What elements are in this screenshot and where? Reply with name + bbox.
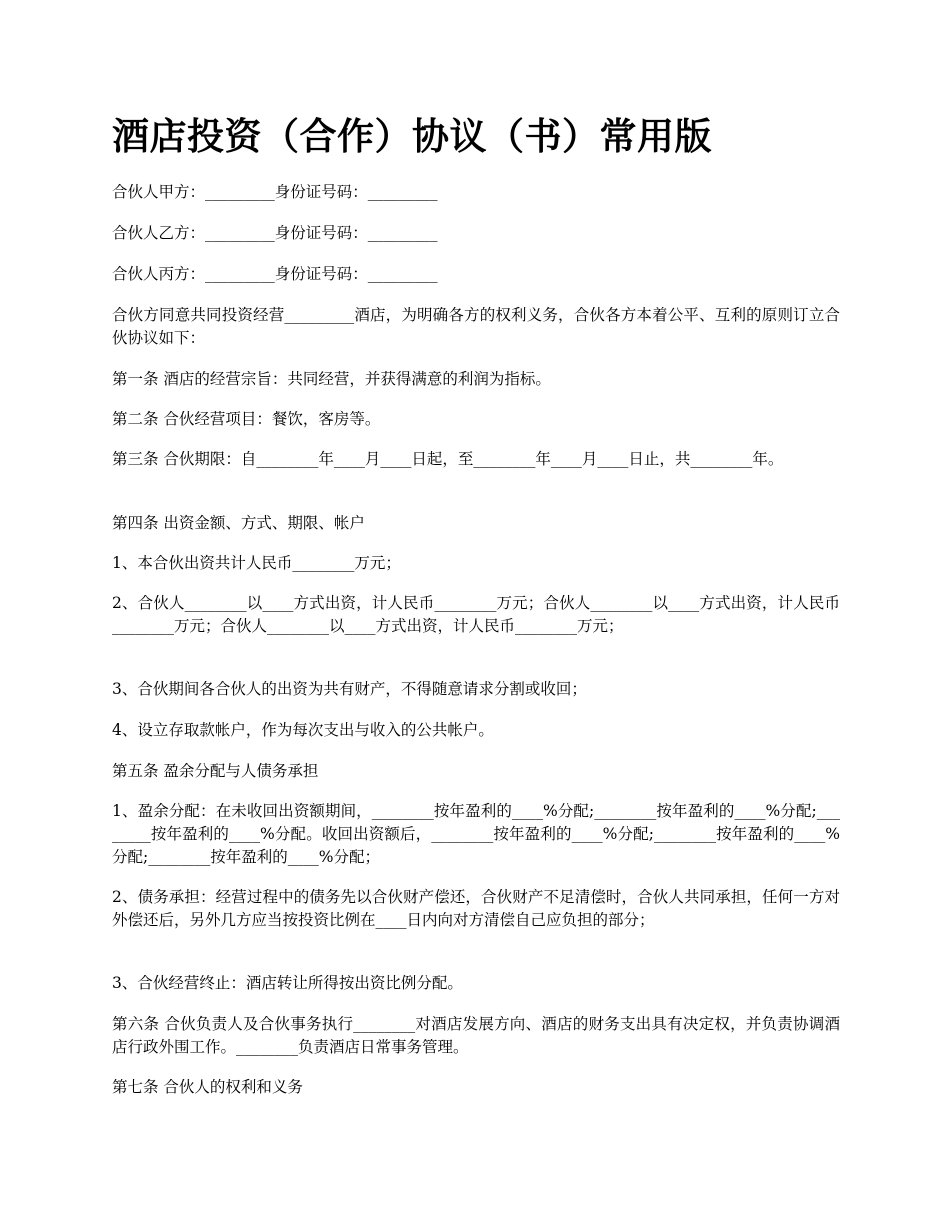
article-4-item-2: 2、合伙人________以____方式出资，计人民币________万元；合伙人________以____方式出资，计人民币________万元；合伙人________以____方式出资，计人民币________万元； (112, 594, 840, 635)
article-1: 第一条 酒店的经营宗旨：共同经营，并获得满意的利润为指标。 (112, 370, 551, 388)
preamble-paragraph: 合伙方同意共同投资经营_________酒店，为明确各方的权利义务，合伙各方本着公平、互利的原则订立合伙协议如下： (112, 306, 840, 347)
article-5-item-3: 3、合伙经营终止：酒店转让所得按出资比例分配。 (112, 974, 463, 992)
partner-c-line: 合伙人丙方：_________身份证号码：_________ (112, 265, 438, 283)
document-title: 酒店投资（合作）协议（书）常用版 (112, 114, 712, 158)
article-4-item-3: 3、合伙期间各合伙人的出资为共有财产，不得随意请求分割或收回； (112, 680, 587, 698)
article-6: 第六条 合伙负责人及合伙事务执行________对酒店发展方向、酒店的财务支出具有决定权，并负责协调酒店行政外围工作。________负责酒店日常事务管理。 (112, 1015, 840, 1056)
article-5-item-2: 2、债务承担：经营过程中的债务先以合伙财产偿还，合伙财产不足清偿时，合伙人共同承担，任何一方对外偿还后，另外几方应当按投资比例在____日内向对方清偿自己应负担的部分； (112, 888, 840, 929)
article-5-item-1: 1、盈余分配：在未收回出资额期间，________按年盈利的____%分配;________按年盈利的____%分配;________按年盈利的____%分配。收回出资额后，________按年盈利的____%分配;________按年盈利的____%分配;________按年盈利的____%分配； (112, 802, 840, 866)
article-2: 第二条 合伙经营项目：餐饮，客房等。 (112, 410, 381, 428)
article-7-heading: 第七条 合伙人的权利和义务 (112, 1078, 303, 1096)
partner-b-line: 合伙人乙方：_________身份证号码：_________ (112, 224, 438, 242)
article-4-item-1: 1、本合伙出资共计人民币________万元； (112, 554, 401, 572)
article-4-heading: 第四条 出资金额、方式、期限、帐户 (112, 514, 365, 532)
article-4-item-4: 4、设立存取款帐户，作为每次支出与收入的公共帐户。 (112, 721, 494, 739)
article-5-heading: 第五条 盈余分配与人债务承担 (112, 762, 319, 780)
partner-a-line: 合伙人甲方：_________身份证号码：_________ (112, 183, 438, 201)
article-3: 第三条 合伙期限：自________年____月____日起，至________年____月____日止，共________年。 (112, 450, 784, 468)
